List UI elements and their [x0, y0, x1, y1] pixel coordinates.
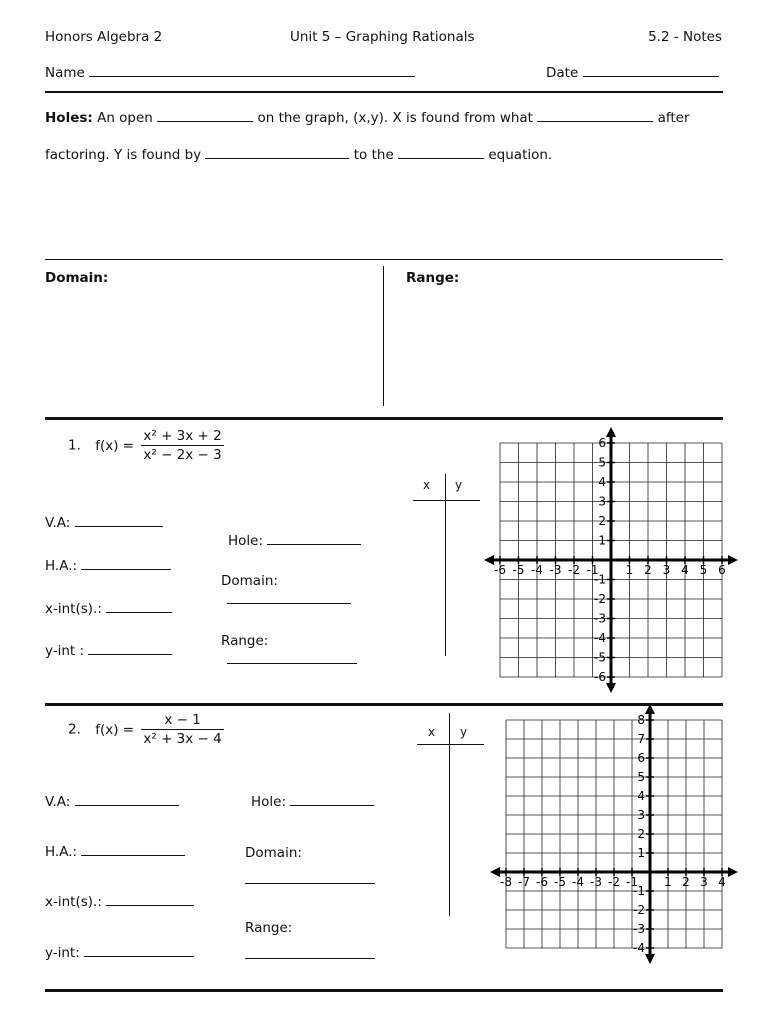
- p1-x-tick-label: 2: [644, 563, 652, 577]
- p2-xint-blank[interactable]: [106, 892, 194, 906]
- p1-y-axis-bottom-arrow: [606, 683, 616, 693]
- p2-y-tick-label: 6: [637, 751, 645, 765]
- p2-y-tick-label: 1: [637, 846, 645, 860]
- p2-range-label: Range:: [245, 920, 293, 936]
- p1-x-axis-left-arrow: [484, 555, 494, 565]
- p2-x-tick-label: -6: [536, 875, 548, 889]
- unit-title: Unit 5 – Graphing Rationals: [290, 29, 475, 45]
- p2-yint-blank[interactable]: [84, 943, 194, 957]
- p1-y-tick-label: -1: [594, 572, 606, 587]
- p2-x-tick-label: -1: [626, 875, 638, 889]
- p1-y-tick-label: 2: [598, 514, 606, 528]
- date-label: Date: [546, 65, 579, 81]
- p1-x-tick-label: -3: [549, 563, 562, 577]
- p2-range-blank[interactable]: [245, 945, 375, 963]
- p1-y-tick-label: -5: [594, 650, 606, 665]
- p2-x-tick-label: -5: [554, 875, 566, 889]
- p1-table-x-header: x: [423, 478, 431, 492]
- p2-y-tick-label: 2: [637, 827, 645, 841]
- p2-x-tick-label: 1: [664, 875, 672, 889]
- p1-grid-group: [484, 427, 738, 693]
- p2-y-tick-label: -1: [633, 884, 645, 898]
- p2-x-tick-label: -7: [518, 875, 530, 889]
- p1-domain-label: Domain:: [221, 573, 278, 589]
- p2-x-tick-label: -8: [500, 875, 512, 889]
- range-heading: Range:: [406, 270, 460, 286]
- p1-x-tick-label: 1: [625, 563, 634, 577]
- p2-y-tick-label: -2: [633, 903, 645, 917]
- p2-y-tick-label: 4: [637, 789, 645, 803]
- p1-y-tick-label: -2: [594, 592, 606, 606]
- p1-yint-label: y-int :: [45, 643, 85, 659]
- problem-1-fx: f(x) =: [95, 437, 135, 454]
- p2-grid-group: [490, 704, 738, 964]
- p2-y-tick-label: 7: [637, 732, 645, 746]
- p2-y-tick-label: -4: [633, 941, 645, 955]
- holes-text-4: factoring. Y is found by: [45, 147, 202, 163]
- p1-x-tick-label: -5: [512, 563, 525, 577]
- p1-y-tick-label: 3: [598, 494, 606, 509]
- p2-yint-label: y-int:: [45, 945, 80, 961]
- p1-hole-label: Hole:: [228, 533, 264, 549]
- p2-domain-label: Domain:: [245, 845, 302, 861]
- p1-y-tick-label: 4: [598, 475, 606, 489]
- p2-hole[interactable]: [251, 792, 374, 810]
- p1-table-y-header: y: [455, 478, 463, 492]
- p2-x-tick-label: -3: [590, 875, 602, 889]
- p2-table-hline: [417, 744, 484, 745]
- p2-x-axis-left-arrow: [490, 867, 500, 877]
- p1-range-label: Range:: [221, 633, 269, 649]
- section-divider-2: [45, 703, 723, 706]
- p2-y-tick-label: 3: [637, 808, 645, 822]
- problem-2-fraction: [141, 712, 223, 747]
- p2-ha-label: H.A.:: [45, 844, 78, 860]
- course-title: Honors Algebra 2: [45, 29, 163, 45]
- p2-x-tick-label: 2: [682, 875, 690, 889]
- p2-yint[interactable]: [45, 943, 194, 961]
- p2-xint[interactable]: [45, 892, 194, 910]
- p1-y-tick-label: 6: [598, 436, 606, 450]
- p1-y-tick-label: -6: [594, 670, 606, 684]
- problem-2-numerator: x − 1: [141, 712, 223, 730]
- p2-y-axis-bottom-arrow: [645, 954, 655, 964]
- p2-x-tick-label: 3: [700, 875, 708, 889]
- p1-xint-label: x-int(s).:: [45, 601, 102, 617]
- p2-x-axis-right-arrow: [728, 867, 738, 877]
- section-divider-3: [45, 989, 723, 992]
- holes-text-5: to the: [353, 147, 394, 163]
- problem-2-fx: f(x) =: [95, 721, 135, 738]
- problem-1-numerator: x² + 3x + 2: [143, 428, 222, 444]
- problem-1-number: 1.: [68, 437, 81, 454]
- problem-2-denominator: x² + 3x − 4: [143, 731, 222, 747]
- holes-text-2: on the graph, (x,y). X is found from what: [257, 110, 533, 126]
- p1-x-tick-label: 3: [662, 563, 671, 577]
- p2-y-tick-label: 5: [637, 770, 645, 784]
- p1-x-tick-label: 4: [681, 563, 689, 577]
- p2-table-y-header: y: [460, 725, 468, 739]
- p2-x-tick-label: -2: [608, 875, 620, 889]
- p2-x-tick-label: 4: [718, 875, 726, 889]
- p2-hole-blank[interactable]: [290, 792, 374, 806]
- p2-hole-label: Hole:: [251, 794, 287, 810]
- domain-heading: Domain:: [45, 270, 109, 286]
- p2-table-vline: [449, 713, 450, 916]
- p1-x-tick-label: 6: [718, 563, 726, 577]
- problem-1-denominator: x² − 2x − 3: [143, 447, 222, 463]
- p1-x-tick-label: -4: [531, 563, 543, 577]
- name-label: Name: [45, 65, 85, 81]
- p2-va-blank[interactable]: [75, 792, 179, 806]
- p1-ha-label: H.A.:: [45, 558, 78, 574]
- p1-x-tick-label: 5: [699, 563, 708, 577]
- holes-text-3: after: [657, 110, 690, 126]
- p1-y-tick-label: -3: [594, 611, 606, 626]
- p1-x-tick-label: -1: [586, 563, 599, 577]
- p2-xint-label: x-int(s).:: [45, 894, 102, 910]
- p2-domain-blank[interactable]: [245, 870, 375, 888]
- p2-va-label: V.A:: [45, 794, 71, 810]
- p1-y-tick-label: -4: [594, 631, 606, 645]
- p2-x-tick-label: -4: [572, 875, 584, 889]
- p1-y-axis-top-arrow: [606, 427, 616, 437]
- p1-x-axis-right-arrow: [728, 555, 738, 565]
- section-label: 5.2 - Notes: [648, 29, 722, 45]
- p1-x-tick-label: -2: [568, 563, 580, 577]
- p2-y-tick-label: -3: [633, 922, 645, 936]
- p2-table-x-header: x: [428, 725, 436, 739]
- p2-ha-blank[interactable]: [81, 842, 185, 856]
- holes-text-6: equation.: [488, 147, 553, 163]
- p2-va[interactable]: [45, 792, 179, 810]
- problem-2-number: 2.: [68, 721, 81, 738]
- holes-text-1: An open: [97, 110, 153, 126]
- p1-x-tick-label: -6: [494, 563, 506, 577]
- p1-y-tick-label: 5: [598, 455, 606, 470]
- p2-ha[interactable]: [45, 842, 185, 860]
- p1-y-tick-label: 1: [598, 533, 606, 548]
- p1-va-label: V.A:: [45, 515, 71, 531]
- holes-term: Holes:: [45, 110, 93, 126]
- p2-y-tick-label: 8: [637, 713, 645, 727]
- problem-2-function: [68, 712, 224, 747]
